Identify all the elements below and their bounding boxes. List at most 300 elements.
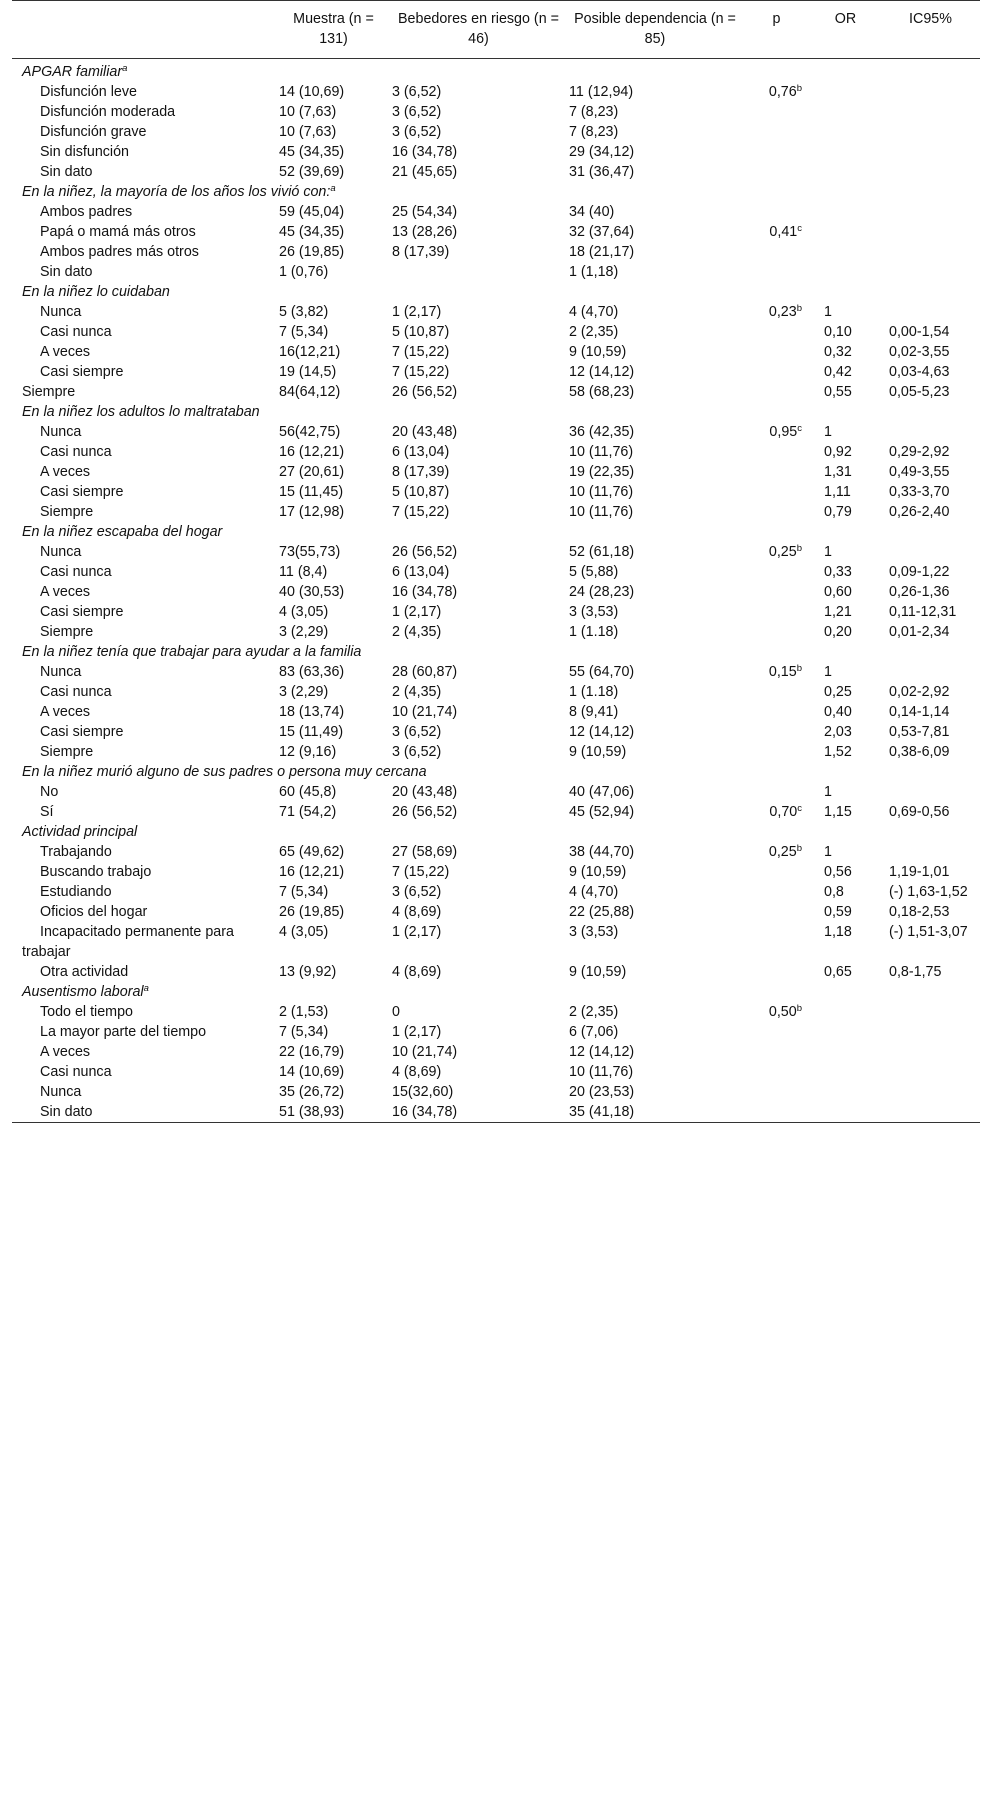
cell-or <box>810 922 881 962</box>
row-label <box>12 562 277 582</box>
row-label <box>12 82 277 102</box>
table-row <box>12 842 980 862</box>
cell-muestra-text: 17 (12,98) <box>279 504 345 520</box>
row-label-text: Trabajando <box>40 844 112 860</box>
cell-muestra-text: 60 (45,8) <box>279 784 337 800</box>
cell-or <box>810 82 881 102</box>
row-label <box>12 242 277 262</box>
table-row <box>12 582 980 602</box>
row-label <box>12 442 277 462</box>
cell-ci <box>881 242 980 262</box>
cell-bebedores-text: 16 (34,78) <box>392 1104 458 1120</box>
row-label-text: Sin disfunción <box>40 144 130 160</box>
section-row <box>12 822 980 842</box>
cell-dependencia <box>567 862 743 882</box>
cell-bebedores <box>390 702 567 722</box>
cell-ci-text: 0,03-4,63 <box>889 364 950 380</box>
cell-dependencia <box>567 302 743 322</box>
cell-muestra <box>277 682 390 702</box>
cell-muestra <box>277 102 390 122</box>
cell-muestra-text: 65 (49,62) <box>279 844 345 860</box>
cell-ci <box>881 542 980 562</box>
cell-ci <box>881 322 980 342</box>
cell-bebedores-text: 5 (10,87) <box>392 324 450 340</box>
cell-ci-text: 0,02-2,92 <box>889 684 950 700</box>
cell-dependencia-text: 10 (11,76) <box>569 444 634 460</box>
row-label-text: Nunca <box>40 424 82 440</box>
row-label-text: Sin dato <box>40 164 93 180</box>
table-row <box>12 622 980 642</box>
table-row <box>12 1062 980 1082</box>
cell-p-value-text: 0,95 <box>769 424 798 440</box>
cell-or-text: 1 <box>824 784 832 800</box>
cell-bebedores <box>390 1042 567 1062</box>
cell-ci <box>881 702 980 722</box>
cell-dependencia-text: 52 (61,18) <box>569 544 635 560</box>
cell-or <box>810 462 881 482</box>
cell-dependencia-text: 19 (22,35) <box>569 464 635 480</box>
cell-or-text: 0,20 <box>824 624 852 640</box>
cell-dependencia <box>567 202 743 222</box>
cell-or <box>810 222 881 242</box>
cell-bebedores-text: 1 (2,17) <box>392 924 442 940</box>
row-label <box>12 122 277 142</box>
cell-muestra-text: 12 (9,16) <box>279 744 337 760</box>
cell-dependencia-text: 9 (10,59) <box>569 864 627 880</box>
cell-p-value <box>743 1022 810 1042</box>
table-row <box>12 162 980 182</box>
section-label <box>12 822 980 842</box>
cell-ci <box>881 842 980 862</box>
cell-or <box>810 482 881 502</box>
results-table <box>12 0 980 1123</box>
section-title: En la niñez lo cuidaban <box>22 284 170 300</box>
section-row <box>12 522 980 542</box>
cell-dependencia <box>567 242 743 262</box>
cell-muestra-text: 22 (16,79) <box>279 1044 345 1060</box>
cell-bebedores <box>390 142 567 162</box>
cell-dependencia <box>567 682 743 702</box>
cell-ci <box>881 222 980 242</box>
cell-muestra <box>277 562 390 582</box>
cell-p-value-text: 0,50 <box>768 1004 797 1020</box>
cell-p-value <box>743 1002 810 1022</box>
cell-bebedores-text: 3 (6,52) <box>392 884 442 900</box>
cell-dependencia-text: 31 (36,47) <box>569 164 635 180</box>
row-label-text: Siempre <box>40 504 94 520</box>
cell-dependencia-text: 34 (40) <box>569 204 615 220</box>
cell-p-value <box>743 302 810 322</box>
cell-ci <box>881 362 980 382</box>
table-row <box>12 342 980 362</box>
table-row <box>12 702 980 722</box>
cell-dependencia-text: 10 (11,76) <box>569 504 634 520</box>
cell-muestra <box>277 462 390 482</box>
cell-p-value <box>743 562 810 582</box>
cell-muestra <box>277 1082 390 1102</box>
cell-or <box>810 862 881 882</box>
cell-bebedores <box>390 802 567 822</box>
cell-dependencia <box>567 782 743 802</box>
cell-muestra-text: 73(55,73) <box>279 544 341 560</box>
cell-muestra-text: 10 (7,63) <box>279 104 337 120</box>
cell-bebedores-text: 1 (2,17) <box>392 304 442 320</box>
cell-muestra <box>277 82 390 102</box>
cell-muestra-text: 45 (34,35) <box>279 144 345 160</box>
cell-bebedores <box>390 882 567 902</box>
row-label <box>12 662 277 682</box>
cell-dependencia <box>567 1002 743 1022</box>
table-row <box>12 102 980 122</box>
cell-ci-text: 0,49-3,55 <box>889 464 950 480</box>
section-label <box>12 642 980 662</box>
cell-dependencia-text: 12 (14,12) <box>569 724 635 740</box>
cell-dependencia <box>567 882 743 902</box>
cell-muestra-text: 83 (63,36) <box>279 664 345 680</box>
section-label <box>12 522 980 542</box>
row-label <box>12 342 277 362</box>
cell-bebedores-text: 1 (2,17) <box>392 1024 442 1040</box>
table-row <box>12 862 980 882</box>
row-label-text: Nunca <box>40 544 82 560</box>
cell-or <box>810 582 881 602</box>
cell-dependencia-text: 9 (10,59) <box>569 344 627 360</box>
row-label-text: Oficios del hogar <box>40 904 148 920</box>
cell-bebedores-text: 16 (34,78) <box>392 144 458 160</box>
row-label-text: Todo el tiempo <box>40 1004 133 1020</box>
cell-or-text: 1 <box>824 544 832 560</box>
header-dependencia: Posible dependencia (n = 85) <box>574 11 736 47</box>
cell-bebedores <box>390 1102 567 1123</box>
cell-muestra <box>277 222 390 242</box>
cell-dependencia <box>567 622 743 642</box>
table-row <box>12 222 980 242</box>
cell-bebedores <box>390 122 567 142</box>
cell-muestra-text: 10 (7,63) <box>279 124 337 140</box>
table-row <box>12 682 980 702</box>
section-title: APGAR familiar <box>22 64 123 80</box>
section-row <box>12 59 980 83</box>
table-row <box>12 202 980 222</box>
cell-bebedores <box>390 862 567 882</box>
row-label-text: Disfunción leve <box>40 84 137 100</box>
cell-bebedores <box>390 742 567 762</box>
cell-or-text: 2,03 <box>824 724 852 740</box>
cell-ci <box>881 662 980 682</box>
table-row <box>12 442 980 462</box>
cell-bebedores-text: 8 (17,39) <box>392 244 450 260</box>
table-row <box>12 742 980 762</box>
table-row <box>12 462 980 482</box>
cell-or <box>810 662 881 682</box>
cell-p-value <box>743 1062 810 1082</box>
cell-bebedores <box>390 302 567 322</box>
row-label <box>12 482 277 502</box>
cell-bebedores <box>390 662 567 682</box>
row-label-text: Casi siempre <box>40 364 124 380</box>
cell-dependencia <box>567 342 743 362</box>
cell-muestra <box>277 922 390 962</box>
cell-dependencia-text: 4 (4,70) <box>569 884 619 900</box>
row-label-text: Estudiando <box>40 884 112 900</box>
cell-ci-text: (-) 1,63-1,52 <box>889 884 968 900</box>
cell-dependencia <box>567 122 743 142</box>
header-or: OR <box>834 11 857 27</box>
row-label <box>12 902 277 922</box>
table-row <box>12 802 980 822</box>
table-body <box>12 59 980 1123</box>
cell-ci-text: 1,19-1,01 <box>889 864 950 880</box>
cell-p-value <box>743 862 810 882</box>
cell-muestra-text: 26 (19,85) <box>279 904 345 920</box>
cell-bebedores-text: 7 (15,22) <box>392 344 450 360</box>
cell-ci <box>881 1002 980 1022</box>
cell-p-value <box>743 702 810 722</box>
cell-p-value <box>743 602 810 622</box>
cell-bebedores-text: 4 (8,69) <box>392 1064 442 1080</box>
cell-ci-text: 0,14-1,14 <box>889 704 950 720</box>
cell-p-value <box>743 502 810 522</box>
row-label-text: Casi siempre <box>40 604 124 620</box>
cell-muestra-text: 1 (0,76) <box>279 264 329 280</box>
cell-p-value-text: 0,15 <box>768 664 797 680</box>
cell-bebedores-text: 2 (4,35) <box>392 624 442 640</box>
cell-ci <box>881 1102 980 1123</box>
cell-bebedores <box>390 242 567 262</box>
cell-ci <box>881 102 980 122</box>
cell-dependencia-text: 2 (2,35) <box>569 324 619 340</box>
cell-or-text: 0,92 <box>824 444 852 460</box>
cell-muestra-text: 45 (34,35) <box>279 224 345 240</box>
cell-muestra <box>277 442 390 462</box>
cell-dependencia-text: 22 (25,88) <box>569 904 635 920</box>
cell-p-value-text: 0,25 <box>768 844 797 860</box>
cell-dependencia-text: 1 (1,18) <box>569 264 619 280</box>
cell-p-value-text: 0,41 <box>769 224 798 240</box>
cell-or <box>810 1002 881 1022</box>
cell-muestra-text: 5 (3,82) <box>279 304 329 320</box>
cell-ci <box>881 482 980 502</box>
cell-p-value <box>743 242 810 262</box>
cell-or <box>810 782 881 802</box>
cell-dependencia <box>567 1082 743 1102</box>
cell-muestra-text: 56(42,75) <box>279 424 341 440</box>
cell-or-text: 0,55 <box>824 384 852 400</box>
cell-ci-text: 0,29-2,92 <box>889 444 950 460</box>
cell-or <box>810 422 881 442</box>
cell-bebedores-text: 15(32,60) <box>392 1084 454 1100</box>
cell-ci <box>881 582 980 602</box>
row-label-text: Papá o mamá más otros <box>40 224 196 240</box>
cell-bebedores <box>390 422 567 442</box>
cell-ci <box>881 602 980 622</box>
cell-ci <box>881 202 980 222</box>
table-row <box>12 1022 980 1042</box>
cell-muestra <box>277 782 390 802</box>
row-label <box>12 922 277 962</box>
section-row <box>12 182 980 202</box>
cell-dependencia <box>567 102 743 122</box>
cell-muestra-text: 16(12,21) <box>279 344 341 360</box>
cell-dependencia <box>567 382 743 402</box>
cell-ci <box>881 962 980 982</box>
cell-p-value <box>743 782 810 802</box>
cell-or-text: 1,11 <box>824 484 851 500</box>
cell-bebedores <box>390 922 567 962</box>
cell-muestra <box>277 1062 390 1082</box>
row-label <box>12 882 277 902</box>
cell-dependencia <box>567 662 743 682</box>
section-label <box>12 182 980 202</box>
cell-dependencia-text: 58 (68,23) <box>569 384 635 400</box>
cell-dependencia-text: 9 (10,59) <box>569 964 627 980</box>
cell-bebedores <box>390 322 567 342</box>
cell-muestra <box>277 802 390 822</box>
cell-ci <box>881 122 980 142</box>
table-row <box>12 242 980 262</box>
cell-muestra-text: 71 (54,2) <box>279 804 337 820</box>
cell-muestra-text: 18 (13,74) <box>279 704 345 720</box>
table-row <box>12 1002 980 1022</box>
cell-ci-text: 0,8-1,75 <box>889 964 942 980</box>
cell-or-text: 1,31 <box>824 464 852 480</box>
cell-p-value <box>743 1042 810 1062</box>
cell-or <box>810 442 881 462</box>
row-label-text: A veces <box>40 344 91 360</box>
cell-dependencia <box>567 702 743 722</box>
table-row <box>12 382 980 402</box>
row-label-text: Sí <box>40 804 54 820</box>
cell-dependencia <box>567 322 743 342</box>
cell-bebedores-text: 1 (2,17) <box>392 604 442 620</box>
cell-or <box>810 842 881 862</box>
row-label <box>12 602 277 622</box>
cell-ci-text: 0,53-7,81 <box>889 724 950 740</box>
cell-bebedores <box>390 102 567 122</box>
cell-dependencia-text: 8 (9,41) <box>569 704 619 720</box>
cell-bebedores <box>390 542 567 562</box>
table-row <box>12 322 980 342</box>
row-label <box>12 502 277 522</box>
cell-bebedores-text: 28 (60,87) <box>392 664 458 680</box>
cell-ci <box>881 862 980 882</box>
cell-ci <box>881 742 980 762</box>
row-label <box>12 1082 277 1102</box>
cell-bebedores-text: 7 (15,22) <box>392 864 450 880</box>
cell-dependencia <box>567 742 743 762</box>
cell-or <box>810 882 881 902</box>
cell-or-text: 0,25 <box>824 684 852 700</box>
row-label-text: Casi siempre <box>40 484 124 500</box>
table-row <box>12 902 980 922</box>
cell-or <box>810 502 881 522</box>
table-row <box>12 82 980 102</box>
cell-dependencia-text: 2 (2,35) <box>569 1004 619 1020</box>
cell-muestra <box>277 902 390 922</box>
cell-or-text: 1 <box>824 664 832 680</box>
cell-p-value <box>743 1082 810 1102</box>
cell-or <box>810 202 881 222</box>
cell-muestra <box>277 482 390 502</box>
cell-or <box>810 602 881 622</box>
cell-p-value <box>743 322 810 342</box>
row-label-text: Casi nunca <box>40 1064 112 1080</box>
cell-bebedores <box>390 162 567 182</box>
row-label-text: Incapacitado permanente para trabajar <box>22 924 234 960</box>
cell-dependencia-text: 10 (11,76) <box>569 1064 634 1080</box>
cell-bebedores-text: 3 (6,52) <box>392 724 442 740</box>
cell-ci <box>881 502 980 522</box>
cell-dependencia-text: 36 (42,35) <box>569 424 635 440</box>
row-label-text: Ambos padres más otros <box>40 244 199 260</box>
cell-muestra-text: 51 (38,93) <box>279 1104 345 1120</box>
cell-bebedores-text: 0 <box>392 1004 400 1020</box>
footnote-marker: a <box>330 183 336 194</box>
cell-p-value <box>743 1102 810 1123</box>
cell-ci-text: 0,09-1,22 <box>889 564 950 580</box>
row-label-text: La mayor parte del tiempo <box>40 1024 207 1040</box>
cell-p-value <box>743 262 810 282</box>
cell-p-value <box>743 382 810 402</box>
cell-muestra <box>277 382 390 402</box>
cell-ci <box>881 142 980 162</box>
footnote-marker: c <box>797 423 802 434</box>
cell-p-value <box>743 542 810 562</box>
cell-or <box>810 1102 881 1123</box>
cell-bebedores-text: 25 (54,34) <box>392 204 458 220</box>
cell-muestra <box>277 162 390 182</box>
cell-ci <box>881 1022 980 1042</box>
cell-muestra-text: 3 (2,29) <box>279 684 329 700</box>
footnote-marker: b <box>796 543 802 554</box>
cell-muestra-text: 14 (10,69) <box>279 84 345 100</box>
cell-dependencia <box>567 422 743 442</box>
cell-or <box>810 1082 881 1102</box>
cell-ci-text: 0,05-5,23 <box>889 384 950 400</box>
cell-muestra <box>277 842 390 862</box>
cell-p-value-text: 0,25 <box>768 544 797 560</box>
cell-muestra <box>277 882 390 902</box>
cell-dependencia <box>567 482 743 502</box>
cell-or <box>810 262 881 282</box>
cell-ci <box>881 802 980 822</box>
row-label <box>12 962 277 982</box>
cell-ci-text: 0,26-2,40 <box>889 504 950 520</box>
row-label-text: Casi siempre <box>40 724 124 740</box>
cell-ci <box>881 782 980 802</box>
cell-bebedores <box>390 442 567 462</box>
cell-p-value-text: 0,76 <box>768 84 797 100</box>
cell-muestra <box>277 962 390 982</box>
row-label-text: Nunca <box>40 1084 82 1100</box>
cell-muestra <box>277 542 390 562</box>
cell-dependencia-text: 1 (1.18) <box>569 684 619 700</box>
cell-dependencia-text: 12 (14,12) <box>569 364 635 380</box>
cell-bebedores-text: 3 (6,52) <box>392 84 442 100</box>
cell-dependencia <box>567 162 743 182</box>
row-label-text: Siempre <box>40 624 94 640</box>
cell-bebedores-text: 27 (58,69) <box>392 844 458 860</box>
section-label <box>12 59 980 83</box>
row-label <box>12 422 277 442</box>
cell-ci-text: 0,38-6,09 <box>889 744 950 760</box>
row-label <box>12 1022 277 1042</box>
row-label-text: Nunca <box>40 304 82 320</box>
cell-or-text: 1 <box>824 844 832 860</box>
cell-dependencia-text: 29 (34,12) <box>569 144 635 160</box>
cell-or-text: 1 <box>824 304 832 320</box>
row-label-text: Casi nunca <box>40 324 112 340</box>
